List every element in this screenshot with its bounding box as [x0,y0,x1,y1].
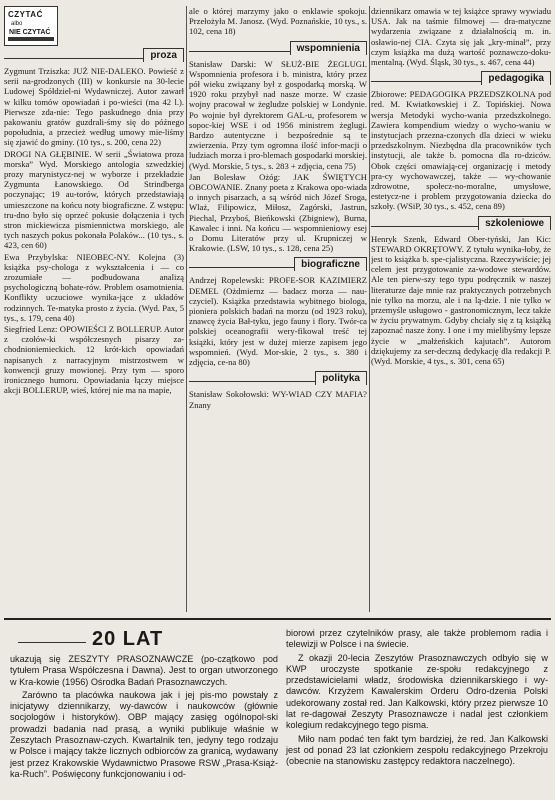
section-header-pedagogika [371,71,551,85]
article-paragraph: Z okazji 20-lecia Zeszytów Prasoznawczych odbyło się w KWP uroczyste spotkanie ze-społu redakcyjnego z przedstawicielami władz, środowiska dziennikarskiego i wy-dawców. Krzyżem Kawalerskim Orderu Odro-dzenia Polski udekorowany został red. Jan Kalkowski, który przez pierwsze 10 lat re-dagował Zeszyty Prasoznawcze i nadal jest członkiem kolegium redakcyjnego tego pisma. [286,652,548,731]
article-column-left [10,654,278,782]
section-label: polityka [315,371,367,385]
section-header-biograficzne [189,257,367,271]
review-steward: Henryk Szenk, Edward Ober-tyński, Jan Kic: STEWARD OKRĘTOWY. Z tytułu wynika-łoby, że jest to książka b. spe-cjalistyczna. Rzeczywiście; jej celem jest przygotowanie za-wodowe stewardów. Ale ten pierw-szy tego typu podręcznik w naszej literaturze daje mnie raz praktycznych potrzebnych nie tylko na morzu, ale i na lą-dzie. I nie tylko w przemyśle usługowo - gastronomicznym, lecz także w życiu prywatnym. Gdyby chciały się z tą książką zapoznać nasze żony. I one i my mielibyśmy lepsze życie w „małżeńskich kajutach”. Autorom dziękujemy za ser-deczną dedykację dla redakcji P. (Wyd. Morskie, 4 tys., s. 301, cena 65) [371,233,551,367]
article-column-right [286,628,548,770]
section-label: wspomnienia [290,41,367,55]
article-paragraph: Miło nam podać ten fakt tym bardziej, że red. Jan Kalkowski jest od ponad 23 lat członkiem zespołu redakcyjnego Przekroju (obecnie na stanowisku zastępcy redaktora naczelnego). [286,733,548,767]
review-lenz: Siegfried Lenz: OPOWIEŚCI Z BOLLERUP. Autor z czołów-ki współczesnych pisarzy za-chodnioniemieckich. 12 krót-kich opowiadań napisanych z narracyjnym mistrzostwem w konwencji gruzy mowionej. Przy tym — sporo ironicznego humoru. Opowiadania łączy miejsce akcji BOLLERUP, wieś, której nie ma na mapie, [4,324,184,396]
logo-bar [8,37,54,41]
section-label: pedagogika [481,71,551,85]
section-label: biograficzne [294,257,367,271]
logo-line-2: albo [11,21,23,27]
section-header-proza [4,48,184,62]
section-divider [4,618,551,620]
column-3 [371,6,551,618]
review-przybylska: Ewa Przybylska: NIEOBEC-NY. Kolejna (3) książka psy-chologa z wykształcenia i — co zrozumiałe — podbudowana analizą psychologiczną bohate-rów. Problem osamotnienia. Konflikty uczuciowe wynika-jące z układów rodzinnych. Te-matyka prosto z życia. (Wyd. Pax, 5 tys., s. 179, cena 40) [4,251,184,323]
section-header-polityka [189,371,367,385]
column-1 [4,6,184,618]
review-sokolowski: Stanisław Sokołowski: WY-WIAD CZY MAFIA? Znany [189,389,367,410]
review-trziszka: Zygmunt Trziszka: JUŻ NIE-DALEKO. Powieść z serii na-grodzonych (III) w konkursie na 30-lecie Ludowej Spółdziel-ni Wydawniczej. Autor zawarł w kilku tomów opowiadań i po-wieści (ma 42 l.). Pierwsze zda-nie: Tego paskudnego dnia przy pakowaniu gratów guzdrali-śmy się do późnego popołudnia, a przecież według umowy mie-liśmy się zjawić do gminy. (10 tys., s. 200, cena 22) [4,66,184,148]
section-header-wspomnienia [189,41,367,55]
section-header-szkoleniowe [371,216,551,230]
article-paragraph: ukazują się ZESZYTY PRASOZNAWCZE (po-czątkowo pod tytułem Prasa Współczesna i Dawna). Jest to organ utworzonego w Kra-kowie (1956) Ośrodka Badań Prasoznawczych. [10,654,278,687]
review-ropelewski: Andrzej Ropelewski: PROFE-SOR KAZIMIERZ DEMEL (Ożdmiernz — badacz morza — nau-czyciel). Książka przedstawia wybitnego biologa, pioniera polskich badań na morzu (od 1923 roku), znawcę życia Bał-tyku, jego fauny i flory. Twór-ca polskiej oceanografii wery-fikował treść tej książki, który jest w dużej mierze zapisem jego wspomnień. (Wyd. Mor-skie, 2 tys., s. 380 i zdjęcia, ce-na 80) [189,275,367,368]
review-lenz-cont: ale o której marzymy jako o enklawie spokoju. Przełożyła M. Janosz. (Wyd. Poznańskie, 10 tys., s. 102, cena 18) [189,6,367,37]
article-title: 20 LAT [92,628,164,650]
review-pedagogika: Zbiorowe: PEDAGOGIKA PRZEDSZKOLNA pod red. M. Kwiatkowskiej i Z. Topińskiej. Nowa wersja Metodyki wycho-wania przedszkolnego. Zawiera kompendium wiedzy o wycho-waniu w instytucjach przezna-czonych dla dzieci w wieku przedszkolnym. Niezbędna dla pracowników tych instytucji, ale także b. pomocna dla ro-dziców. Obok części omawiają-cej organizację i metody pra-cy wychowawczej, także — wy-chowanie zdrowotne, społecz-no-moralne, umysłowe, estetycz-ne i problem przygotowania dziecka do szkoły. (WSiP, 30 tys., s. 452, cena 89) [371,89,551,212]
logo-line-1: CZYTAĆ [8,10,43,19]
section-label: proza [143,48,184,62]
review-ozog: Jan Bolesław Ożóg: JAK ŚWIĘTYCH OBCOWANIE. Znany poeta z Krakowa opo-wiada o innych pisarzach, a są wśród nich Józef Sroga, Wlaż, Filipowicz, Miłosz, Zagórski, Jastrun, Piechal, Przyboś, Bieńkowski (Zbigniew), Burna, Kawalec i inni. Na końcu — wspomnieniowy esej o Domu Literatów przy ul. Krupniczej w Krakowie. (LSW, 10 tys., s. 128, cena 25) [189,171,367,254]
section-label: szkoleniowe [478,216,551,230]
article-20-lat [4,624,551,796]
article-paragraph: biorowi przez czytelników prasy, ale także problemom radia i telewizji w Polsce i na świecie. [286,628,548,650]
title-rule [18,642,86,643]
review-darski: Stanisław Darski: W SŁUŻ-BIE ŻEGLUGI. Wspomnienia profesora i b. ministra, który przez pół wieku związany był z gospodarką morską. W 1920 roku przybył nad nasze morze. W czasie wojny pracował w żegludze polskiej w Londynie. Po wojnie był dyrektorem GAL-u, profesorem w sopoc-kiej WSE i od 1956 ministrem żeglugi. Bardzo autentyczne i bezpośrednie są te zwierzenia. Przy tym ogromna ilość infor-macji o ludziach morza i pro-blemach gospodarki morskiej. (Wyd. Morskie, 5 tys., s. 283 + zdjęcia, cena 75) [189,58,367,171]
article-paragraph: Zarówno ta placówka naukowa jak i jej pis-mo powstały z inicjatywy dziennikarzy, wy-dawców i naukowców (głównie socjologów i historyków). OBP mający zasięg ogólnopol-ski prowadzi badania nad prasą, a wyniki publikuje właśnie w Zeszytach Prasoznaw-czych. Kwartalnik ten, jedyny tego rodzaju w Polsce i mający także licznych odbiorców za granicą, wydawany jest przez Krakowskie Wydawnictwo Prasowe RSW „Prasa-Książ-ka-Ruch”. Poświęcony funkcjonowaniu i od- [10,689,278,779]
logo-line-3: NIE CZYTAĆ [9,29,51,36]
column-2 [189,6,367,618]
review-drogi-na-glebinie: DROGI NA GŁĘBINIE. W serii „Światowa proza morska” Wyd. Morskiego antologia szwedzkiej prozy marynistycz-nej w wyborze i przekładzie Zygmunta Łanowskiego. Od Strindberga poczynając; 19 au-torów, których przedstawiają umieszczone na końcu noty biograficzne. Z wstępu: tru-dno było się oprzeć pokusie dołączenia i tych stron mickiewicza pismiennictwa morskiego, ale tych naszych pokus pokonała Polaków... (10 tys., s. 423, cen 60) [4,148,184,251]
logo-czytac-albo-nie-czytac [4,6,58,46]
column-divider [369,6,370,612]
column-divider [186,6,187,612]
review-sokolowski-cont: dziennikarz omawia w tej książce sprawy wywiadu USA. Jak na taśmie filmowej — dra-matyczne wydarzenia związane z działalnością m. in. osławio-nej CIA. Czyta się jak „kry-minał”, przy czym książka ma dużą wartość poznawczo-doku-mentalną. (Wyd. Śląsk, 30 tys., s. 467, cena 44) [371,6,551,68]
